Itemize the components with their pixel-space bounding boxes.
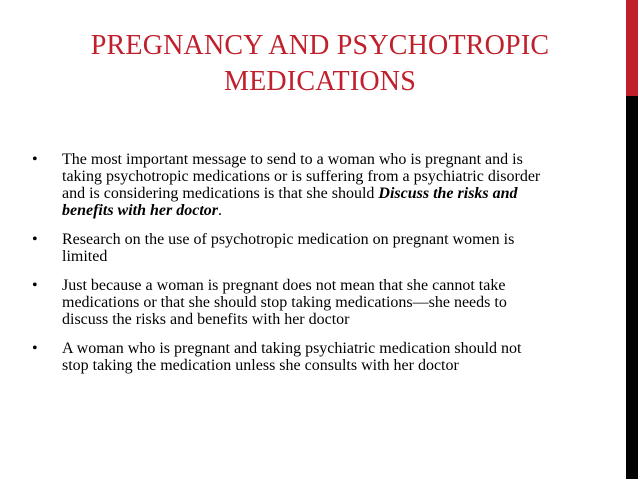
bullet-text: Just because a woman is pregnant does not mean that she cannot take medications or that she should stop taking medications—she needs to discuss the risks and benefits with her doctor bbox=[62, 277, 507, 328]
slide-title bbox=[40, 28, 600, 100]
bullet-list bbox=[32, 151, 552, 386]
bullet-item-4 bbox=[32, 340, 552, 374]
bullet-item-1 bbox=[32, 151, 552, 219]
accent-bar-black bbox=[626, 96, 638, 479]
bullet-dot: • bbox=[32, 151, 38, 168]
bullet-dot: • bbox=[32, 340, 38, 357]
bullet-text: The most important message to send to a woman who is pregnant and is taking psychotropic medications or is suffering from a psychiatric disorder and is considering medications is that she should bbox=[62, 151, 541, 202]
bullet-item-2 bbox=[32, 231, 552, 265]
accent-bar-red bbox=[626, 0, 638, 96]
slide-title-line-1: PREGNANCY AND PSYCHOTROPIC bbox=[90, 30, 550, 61]
slide-title-line-2: MEDICATIONS bbox=[224, 66, 416, 97]
bullet-text: A woman who is pregnant and taking psychiatric medication should not stop taking the medication unless she consults with her doctor bbox=[62, 340, 522, 374]
bullet-dot: • bbox=[32, 277, 38, 294]
bullet-emphasis-text: Discuss the risks and benefits with her doctor bbox=[62, 185, 518, 219]
bullet-item-3 bbox=[32, 277, 552, 328]
bullet-text: Research on the use of psychotropic medication on pregnant women is limited bbox=[62, 231, 515, 265]
bullet-dot: • bbox=[32, 231, 38, 248]
bullet-text-end: . bbox=[218, 202, 223, 219]
